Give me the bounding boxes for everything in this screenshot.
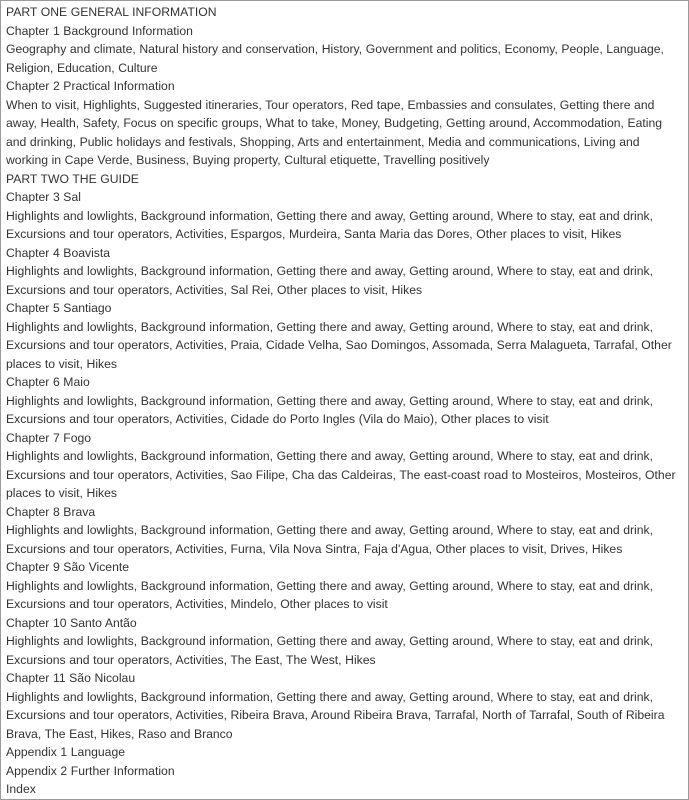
chapter-heading: Chapter 7 Fogo xyxy=(6,430,92,445)
chapter-contents: Highlights and lowlights, Background information, Getting there and away, Getting around, Where to stay, eat and drink, Excursions and tour operators, Activities, Cidade do Porto Ingles (Vila do Maio), Other places to visit xyxy=(6,393,654,426)
chapter-heading: Chapter 11 São Nicolau xyxy=(6,671,136,685)
part-heading: PART TWO THE GUIDE xyxy=(6,171,139,186)
chapter-contents: Highlights and lowlights, Background information, Getting there and away, Getting around, Where to stay, eat and drink, Excursions and tour operators, Activities, Mindelo, Other places to visit xyxy=(6,578,654,611)
chapter-contents: Highlights and lowlights, Background information, Getting there and away, Getting around, Where to stay, eat and drink, Excursions and tour operators, Activities, Sao Filipe, Cha das Caldeiras, The east-coast road to Mosteiros, Mosteiros, Other places to visit, Hikes xyxy=(6,449,676,500)
chapter-heading: Chapter 2 Practical Information xyxy=(6,79,175,93)
appendix-heading: Appendix 2 Further Information xyxy=(6,763,175,778)
chapter-heading: Chapter 5 Santiago xyxy=(6,301,112,315)
chapter-contents: Highlights and lowlights, Background information, Getting there and away, Getting around, Where to stay, eat and drink, Excursions and tour operators, Activities, The East, The West, Hikes xyxy=(6,634,654,667)
chapter-heading: Chapter 10 Santo Antão xyxy=(6,615,137,630)
chapter-heading: Chapter 9 São Vicente xyxy=(6,560,130,574)
chapter-heading: Chapter 1 Background Information xyxy=(6,23,193,38)
chapter-contents: Geography and climate, Natural history and conservation, History, Government and politics, Economy, People, Language, Religion, Education, Culture xyxy=(6,42,664,75)
appendix-heading: Appendix 1 Language xyxy=(6,745,125,759)
chapter-heading: Chapter 8 Brava xyxy=(6,504,96,519)
part-heading: PART ONE GENERAL INFORMATION xyxy=(6,5,217,19)
chapter-contents: Highlights and lowlights, Background information, Getting there and away, Getting around, Where to stay, eat and drink, Excursions and tour operators, Activities, Praia, Cidade Velha, Sao Domingos, Assomada, Serra Malagueta, Tarrafal, Other places to visit, Hikes xyxy=(6,319,672,371)
chapter-heading: Chapter 4 Boavista xyxy=(6,245,111,260)
chapter-heading: Chapter 6 Maio xyxy=(6,375,90,389)
chapter-heading: Chapter 3 Sal xyxy=(6,190,81,204)
chapter-contents: Highlights and lowlights, Background information, Getting there and away, Getting around, Where to stay, eat and drink, Excursions and tour operators, Activities, Sal Rei, Other places to visit, Hikes xyxy=(6,264,654,297)
chapter-contents: Highlights and lowlights, Background information, Getting there and away, Getting around, Where to stay, eat and drink, Excursions and tour operators, Activities, Furna, Vila Nova Sintra, Faja d'Agua, Other places to visit, Drives, Hikes xyxy=(6,523,654,556)
index-heading: Index xyxy=(6,782,36,796)
chapter-contents: Highlights and lowlights, Background information, Getting there and away, Getting around, Where to stay, eat and drink, Excursions and tour operators, Activities, Ribeira Brava, Around Ribeira Brava, Tarrafal, North of Tarrafal, South of Ribeira Brava, The East, Hikes, Raso and Branco xyxy=(6,689,665,741)
chapter-contents: Highlights and lowlights, Background information, Getting there and away, Getting around, Where to stay, eat and drink, Excursions and tour operators, Activities, Espargos, Murdeira, Santa Maria das Dores, Other places to visit, Hikes xyxy=(6,208,654,241)
chapter-contents: When to visit, Highlights, Suggested itineraries, Tour operators, Red tape, Embassies and consulates, Getting there and away, Health, Safety, Focus on specific groups, What to take, Money, Budgeting, Getting around, Accommodation, Eating and drinking, Public holidays and festivals, Shopping, Arts and entertainment, Media and communications, Living and working in Cape Verde, Business, Buying property, Cultural etiquette, Travelling positively xyxy=(6,97,663,167)
